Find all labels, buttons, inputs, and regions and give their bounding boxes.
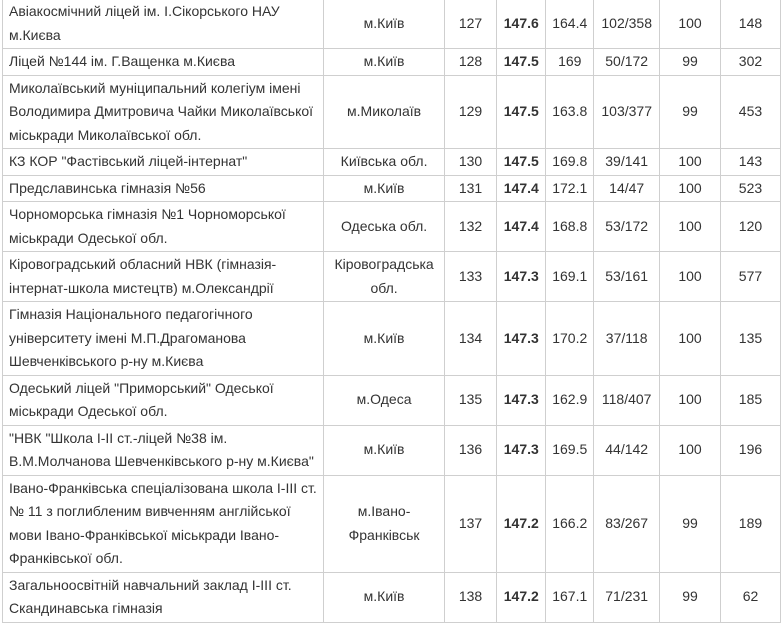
rank-cell: 132 [444, 202, 497, 252]
table-row [3, 49, 781, 76]
ratio-cell: 39/141 [594, 149, 660, 176]
region-cell: м.Київ [324, 0, 444, 49]
percent-cell: 100 [660, 252, 721, 302]
school-name-cell: Одеський ліцей "Приморський" Одеської міськради Одеської обл. [3, 375, 324, 425]
ratio-cell: 103/377 [594, 75, 660, 149]
ratio-cell: 14/47 [594, 175, 660, 202]
average-cell: 162.9 [546, 375, 594, 425]
rank-cell: 131 [444, 175, 497, 202]
percent-cell: 100 [660, 175, 721, 202]
school-name-cell: КЗ КОР "Фастівський ліцей-інтернат" [3, 149, 324, 176]
average-cell: 166.2 [546, 475, 594, 572]
rank-cell: 138 [444, 572, 497, 622]
average-cell: 169.1 [546, 252, 594, 302]
percent-cell: 100 [660, 302, 721, 376]
table-body [3, 0, 781, 622]
average-cell: 168.8 [546, 202, 594, 252]
region-cell: Кіровоградська обл. [324, 252, 444, 302]
table-row [3, 375, 781, 425]
average-cell: 169.8 [546, 149, 594, 176]
percent-cell: 100 [660, 425, 721, 475]
percent-cell: 99 [660, 572, 721, 622]
region-cell: м.Київ [324, 302, 444, 376]
average-cell: 164.4 [546, 0, 594, 49]
ratio-cell: 50/172 [594, 49, 660, 76]
total-cell: 135 [720, 302, 780, 376]
school-name-cell: Кіровоградський обласний НВК (гімназія-інтернат-школа мистецтв) м.Олександрії [3, 252, 324, 302]
region-cell: м.Миколаїв [324, 75, 444, 149]
total-cell: 523 [720, 175, 780, 202]
total-cell: 302 [720, 49, 780, 76]
total-cell: 120 [720, 202, 780, 252]
average-cell: 172.1 [546, 175, 594, 202]
percent-cell: 100 [660, 0, 721, 49]
region-cell: Київська обл. [324, 149, 444, 176]
ratio-cell: 53/161 [594, 252, 660, 302]
rank-cell: 127 [444, 0, 497, 49]
school-name-cell: "НВК "Школа І-ІІ ст.-ліцей №38 ім. В.М.Молчанова Шевченківського р-ну м.Києва" [3, 425, 324, 475]
rank-cell: 135 [444, 375, 497, 425]
school-name-cell: Предславинська гімназія №56 [3, 175, 324, 202]
rank-cell: 130 [444, 149, 497, 176]
ratio-cell: 53/172 [594, 202, 660, 252]
score-cell: 147.3 [497, 425, 546, 475]
score-cell: 147.5 [497, 75, 546, 149]
region-cell: м.Київ [324, 572, 444, 622]
rank-cell: 128 [444, 49, 497, 76]
schools-ranking-table [2, 0, 781, 623]
table-row [3, 175, 781, 202]
region-cell: м.Київ [324, 425, 444, 475]
table-row [3, 149, 781, 176]
school-name-cell: Ліцей №144 ім. Г.Ващенка м.Києва [3, 49, 324, 76]
ratio-cell: 71/231 [594, 572, 660, 622]
region-cell: м.Київ [324, 49, 444, 76]
region-cell: м.Івано-Франківськ [324, 475, 444, 572]
school-name-cell: Гімназія Національного педагогічного університету імені М.П.Драгоманова Шевченківського р-ну м.Києва [3, 302, 324, 376]
score-cell: 147.4 [497, 175, 546, 202]
score-cell: 147.3 [497, 302, 546, 376]
school-name-cell: Чорноморська гімназія №1 Чорноморської міськради Одеської обл. [3, 202, 324, 252]
table-row [3, 0, 781, 49]
score-cell: 147.3 [497, 375, 546, 425]
percent-cell: 99 [660, 75, 721, 149]
table-row [3, 425, 781, 475]
percent-cell: 100 [660, 375, 721, 425]
average-cell: 170.2 [546, 302, 594, 376]
average-cell: 169.5 [546, 425, 594, 475]
score-cell: 147.4 [497, 202, 546, 252]
school-name-cell: Івано-Франківська спеціалізована школа І-ІІІ ст. № 11 з поглибленим вивченням англійської мови Івано-Франківської міськради Івано-Франківської обл. [3, 475, 324, 572]
average-cell: 167.1 [546, 572, 594, 622]
score-cell: 147.6 [497, 0, 546, 49]
school-name-cell: Загальноосвітній навчальний заклад І-ІІІ ст. Скандинавська гімназія [3, 572, 324, 622]
total-cell: 185 [720, 375, 780, 425]
total-cell: 189 [720, 475, 780, 572]
ratio-cell: 37/118 [594, 302, 660, 376]
total-cell: 196 [720, 425, 780, 475]
school-name-cell: Миколаївський муніципальний колегіум імені Володимира Дмитровича Чайки Миколаївської міськради Миколаївської обл. [3, 75, 324, 149]
total-cell: 148 [720, 0, 780, 49]
total-cell: 577 [720, 252, 780, 302]
rank-cell: 134 [444, 302, 497, 376]
ratio-cell: 44/142 [594, 425, 660, 475]
score-cell: 147.2 [497, 572, 546, 622]
score-cell: 147.5 [497, 49, 546, 76]
percent-cell: 99 [660, 49, 721, 76]
total-cell: 453 [720, 75, 780, 149]
region-cell: м.Київ [324, 175, 444, 202]
table-row [3, 75, 781, 149]
score-cell: 147.3 [497, 252, 546, 302]
table-row [3, 572, 781, 622]
table-row [3, 475, 781, 572]
average-cell: 169 [546, 49, 594, 76]
average-cell: 163.8 [546, 75, 594, 149]
percent-cell: 100 [660, 202, 721, 252]
region-cell: м.Одеса [324, 375, 444, 425]
table-row [3, 302, 781, 376]
table-row [3, 252, 781, 302]
ratio-cell: 83/267 [594, 475, 660, 572]
rank-cell: 133 [444, 252, 497, 302]
ratio-cell: 102/358 [594, 0, 660, 49]
score-cell: 147.5 [497, 149, 546, 176]
ratio-cell: 118/407 [594, 375, 660, 425]
region-cell: Одеська обл. [324, 202, 444, 252]
table-row [3, 202, 781, 252]
rank-cell: 137 [444, 475, 497, 572]
score-cell: 147.2 [497, 475, 546, 572]
total-cell: 62 [720, 572, 780, 622]
school-name-cell: Авіакосмічний ліцей ім. І.Сікорського НАУ м.Києва [3, 0, 324, 49]
percent-cell: 99 [660, 475, 721, 572]
percent-cell: 100 [660, 149, 721, 176]
rank-cell: 136 [444, 425, 497, 475]
total-cell: 143 [720, 149, 780, 176]
rank-cell: 129 [444, 75, 497, 149]
